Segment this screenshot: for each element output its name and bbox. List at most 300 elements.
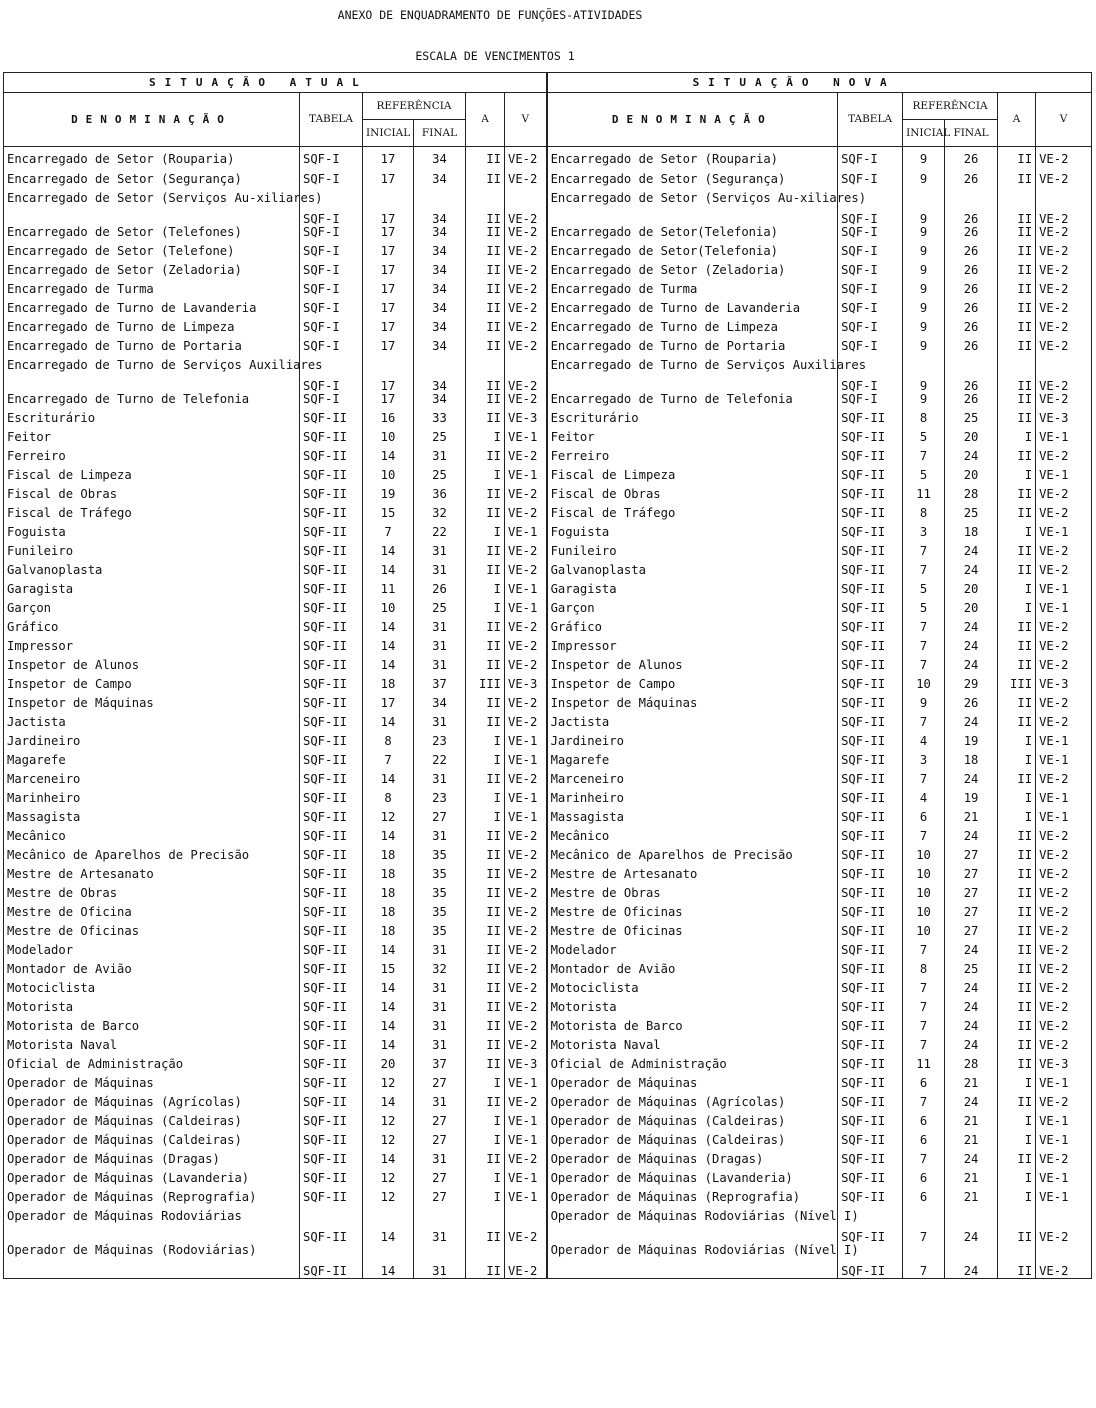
new-denominacao-cell: Operador de Máquinas Rodoviárias (Nível I)	[547, 1244, 838, 1279]
table-row	[4, 450, 1092, 469]
new-v-cell: VE-2	[1036, 868, 1092, 887]
new-final-cell: 29	[945, 678, 998, 697]
new-tabela-cell: SQF-II	[838, 887, 903, 906]
current-final-cell: 34	[414, 359, 466, 393]
table-row	[4, 906, 1092, 925]
new-final-cell: 20	[945, 602, 998, 621]
table-row	[4, 264, 1092, 283]
current-a-cell: I	[466, 1077, 505, 1096]
table-row	[4, 678, 1092, 697]
table-row	[4, 1096, 1092, 1115]
new-a-cell: I	[998, 1115, 1036, 1134]
new-final-cell: 26	[945, 192, 998, 226]
new-final-cell: 21	[945, 1172, 998, 1191]
current-tabela-cell: SQF-II	[300, 716, 363, 735]
new-denominacao-cell: Operador de Máquinas (Reprografia)	[547, 1191, 838, 1210]
current-a-cell: II	[466, 773, 505, 792]
new-denominacao-cell: Magarefe	[547, 754, 838, 773]
current-tabela-cell: SQF-II	[300, 1244, 363, 1279]
new-v-cell: VE-1	[1036, 754, 1092, 773]
new-v-cell: VE-2	[1036, 507, 1092, 526]
new-final-cell: 20	[945, 469, 998, 488]
current-final-cell: 31	[414, 716, 466, 735]
new-a-cell: II	[998, 340, 1036, 359]
new-a-cell: I	[998, 1191, 1036, 1210]
new-v-cell: VE-1	[1036, 1191, 1092, 1210]
new-v-cell: VE-2	[1036, 944, 1092, 963]
current-v-cell: VE-1	[505, 1115, 547, 1134]
new-a-cell: II	[998, 697, 1036, 716]
current-denominacao-cell: Encarregado de Turma	[4, 283, 300, 302]
table-row	[4, 1172, 1092, 1191]
current-tabela-cell: SQF-I	[300, 340, 363, 359]
current-tabela-cell: SQF-II	[300, 811, 363, 830]
table-row	[4, 302, 1092, 321]
current-denominacao-cell: Operador de Máquinas (Caldeiras)	[4, 1134, 300, 1153]
new-a-cell: II	[998, 147, 1036, 174]
current-inicial-cell: 18	[363, 849, 414, 868]
table-row	[4, 621, 1092, 640]
table-row	[4, 545, 1092, 564]
current-denominacao-cell: Fiscal de Limpeza	[4, 469, 300, 488]
table-row	[4, 1134, 1092, 1153]
current-v-cell: VE-2	[505, 773, 547, 792]
new-a-cell: I	[998, 526, 1036, 545]
new-tabela-cell: SQF-I	[838, 283, 903, 302]
new-final-cell: 24	[945, 716, 998, 735]
current-final-cell: 31	[414, 640, 466, 659]
table-row	[4, 1210, 1092, 1244]
current-inicial-cell: 7	[363, 526, 414, 545]
new-denominacao-cell: Encarregado de Turno de Serviços Auxiliares	[547, 359, 838, 393]
current-denominacao-cell: Operador de Máquinas	[4, 1077, 300, 1096]
current-final-cell: 27	[414, 1172, 466, 1191]
table-row	[4, 811, 1092, 830]
current-v-cell: VE-3	[505, 1058, 547, 1077]
new-final-cell: 24	[945, 1210, 998, 1244]
table-row	[4, 963, 1092, 982]
new-v-header: V	[1036, 93, 1092, 147]
table-row	[4, 1153, 1092, 1172]
current-a-cell: II	[466, 640, 505, 659]
table-row	[4, 359, 1092, 393]
new-tabela-cell: SQF-II	[838, 640, 903, 659]
current-inicial-cell: 17	[363, 359, 414, 393]
current-denominacao-cell: Ferreiro	[4, 450, 300, 469]
current-v-cell: VE-1	[505, 792, 547, 811]
current-final-cell: 27	[414, 1191, 466, 1210]
current-final-cell: 31	[414, 1039, 466, 1058]
current-denominacao-cell: Escriturário	[4, 412, 300, 431]
new-denominacao-cell: Operador de Máquinas	[547, 1077, 838, 1096]
new-v-cell: VE-1	[1036, 1134, 1092, 1153]
new-final-cell: 21	[945, 1134, 998, 1153]
new-denominacao-cell: Gráfico	[547, 621, 838, 640]
current-v-cell: VE-2	[505, 545, 547, 564]
new-a-cell: I	[998, 811, 1036, 830]
new-a-cell: II	[998, 264, 1036, 283]
table-row	[4, 735, 1092, 754]
current-inicial-cell: 14	[363, 1001, 414, 1020]
current-v-cell: VE-1	[505, 735, 547, 754]
new-a-cell: II	[998, 302, 1036, 321]
new-inicial-cell: 9	[903, 359, 945, 393]
current-tabela-cell: SQF-I	[300, 302, 363, 321]
current-final-cell: 34	[414, 302, 466, 321]
current-tabela-cell: SQF-II	[300, 735, 363, 754]
new-tabela-cell: SQF-II	[838, 1134, 903, 1153]
current-final-cell: 34	[414, 147, 466, 174]
current-denominacao-cell: Funileiro	[4, 545, 300, 564]
current-final-cell: 27	[414, 1115, 466, 1134]
new-inicial-cell: 7	[903, 830, 945, 849]
current-v-cell: VE-2	[505, 321, 547, 340]
current-a-cell: I	[466, 792, 505, 811]
current-a-cell: II	[466, 488, 505, 507]
new-v-cell: VE-2	[1036, 264, 1092, 283]
new-v-cell: VE-3	[1036, 412, 1092, 431]
new-v-cell: VE-2	[1036, 697, 1092, 716]
new-v-cell: VE-2	[1036, 302, 1092, 321]
new-tabela-cell: SQF-II	[838, 602, 903, 621]
new-inicial-cell: 7	[903, 982, 945, 1001]
new-final-cell: 24	[945, 982, 998, 1001]
current-final-cell: 37	[414, 678, 466, 697]
new-final-cell: 26	[945, 147, 998, 174]
current-v-cell: VE-2	[505, 173, 547, 192]
current-a-cell: II	[466, 963, 505, 982]
current-inicial-cell: 17	[363, 245, 414, 264]
current-final-cell: 35	[414, 887, 466, 906]
current-denominacao-cell: Marceneiro	[4, 773, 300, 792]
current-tabela-cell: SQF-II	[300, 431, 363, 450]
current-inicial-cell: 17	[363, 226, 414, 245]
new-v-cell: VE-2	[1036, 1096, 1092, 1115]
current-v-cell: VE-2	[505, 359, 547, 393]
new-tabela-cell: SQF-II	[838, 982, 903, 1001]
new-v-cell: VE-2	[1036, 906, 1092, 925]
new-tabela-cell: SQF-II	[838, 849, 903, 868]
new-a-cell: II	[998, 1001, 1036, 1020]
current-a-cell: II	[466, 147, 505, 174]
current-v-cell: VE-1	[505, 811, 547, 830]
current-a-cell: II	[466, 1096, 505, 1115]
current-tabela-cell: SQF-II	[300, 621, 363, 640]
new-a-cell: II	[998, 640, 1036, 659]
new-a-cell: I	[998, 1134, 1036, 1153]
new-inicial-cell: 4	[903, 735, 945, 754]
current-a-header: A	[466, 93, 505, 147]
current-a-cell: I	[466, 431, 505, 450]
new-tabela-cell: SQF-II	[838, 469, 903, 488]
new-denominacao-cell: Mestre de Oficinas	[547, 925, 838, 944]
current-tabela-cell: SQF-II	[300, 1020, 363, 1039]
current-a-cell: II	[466, 659, 505, 678]
current-denominacao-cell: Operador de Máquinas (Caldeiras)	[4, 1115, 300, 1134]
current-final-cell: 34	[414, 697, 466, 716]
current-inicial-cell: 19	[363, 488, 414, 507]
current-inicial-cell: 14	[363, 944, 414, 963]
new-v-cell: VE-2	[1036, 1153, 1092, 1172]
new-tabela-cell: SQF-II	[838, 583, 903, 602]
current-a-cell: II	[466, 1244, 505, 1279]
new-v-cell: VE-1	[1036, 1077, 1092, 1096]
current-denominacao-cell: Mestre de Obras	[4, 887, 300, 906]
current-final-cell: 26	[414, 583, 466, 602]
new-denominacao-cell: Modelador	[547, 944, 838, 963]
table-row	[4, 1058, 1092, 1077]
new-denominacao-cell: Operador de Máquinas (Lavanderia)	[547, 1172, 838, 1191]
current-v-cell: VE-2	[505, 1153, 547, 1172]
new-final-cell: 24	[945, 640, 998, 659]
new-final-cell: 28	[945, 488, 998, 507]
new-denominacao-cell: Encarregado de Turno de Limpeza	[547, 321, 838, 340]
new-inicial-cell: 8	[903, 507, 945, 526]
current-tabela-cell: SQF-II	[300, 925, 363, 944]
new-inicial-cell: 5	[903, 469, 945, 488]
current-denominacao-cell: Mestre de Artesanato	[4, 868, 300, 887]
new-denominacao-cell: Feitor	[547, 431, 838, 450]
new-v-cell: VE-2	[1036, 887, 1092, 906]
new-final-cell: 26	[945, 264, 998, 283]
new-denominacao-cell: Encarregado de Setor (Segurança)	[547, 173, 838, 192]
current-final-cell: 31	[414, 1020, 466, 1039]
current-a-cell: III	[466, 678, 505, 697]
new-denominacao-cell: Operador de Máquinas (Dragas)	[547, 1153, 838, 1172]
current-denominacao-cell: Encarregado de Setor (Telefones)	[4, 226, 300, 245]
new-denominacao-cell: Encarregado de Setor (Zeladoria)	[547, 264, 838, 283]
current-denominacao-cell: Mestre de Oficinas	[4, 925, 300, 944]
new-tabela-cell: SQF-I	[838, 264, 903, 283]
current-final-cell: 34	[414, 340, 466, 359]
new-v-cell: VE-2	[1036, 393, 1092, 412]
table-row	[4, 659, 1092, 678]
new-tabela-cell: SQF-I	[838, 192, 903, 226]
new-denominacao-cell: Galvanoplasta	[547, 564, 838, 583]
new-final-cell: 24	[945, 1020, 998, 1039]
new-denominacao-cell: Operador de Máquinas (Caldeiras)	[547, 1134, 838, 1153]
table-row	[4, 507, 1092, 526]
current-denominacao-cell: Oficial de Administração	[4, 1058, 300, 1077]
current-denominacao-cell: Encarregado de Turno de Telefonia	[4, 393, 300, 412]
new-a-cell: I	[998, 1077, 1036, 1096]
current-a-cell: II	[466, 716, 505, 735]
current-inicial-cell: 17	[363, 264, 414, 283]
current-v-cell: VE-2	[505, 147, 547, 174]
new-a-cell: III	[998, 678, 1036, 697]
new-denominacao-cell: Fiscal de Limpeza	[547, 469, 838, 488]
new-final-cell: 24	[945, 1096, 998, 1115]
current-denominacao-cell: Encarregado de Turno de Limpeza	[4, 321, 300, 340]
current-v-cell: VE-2	[505, 830, 547, 849]
current-inicial-cell: 10	[363, 602, 414, 621]
new-tabela-cell: SQF-I	[838, 302, 903, 321]
current-denominacao-cell: Montador de Avião	[4, 963, 300, 982]
new-final-cell: 26	[945, 245, 998, 264]
new-tabela-cell: SQF-II	[838, 678, 903, 697]
current-a-cell: I	[466, 1134, 505, 1153]
new-a-cell: II	[998, 173, 1036, 192]
current-denominacao-cell: Jactista	[4, 716, 300, 735]
current-v-cell: VE-2	[505, 925, 547, 944]
current-denominacao-cell: Foguista	[4, 526, 300, 545]
new-final-cell: 25	[945, 963, 998, 982]
new-tabela-cell: SQF-II	[838, 1077, 903, 1096]
new-inicial-cell: 6	[903, 1172, 945, 1191]
new-v-cell: VE-1	[1036, 1115, 1092, 1134]
new-v-cell: VE-2	[1036, 226, 1092, 245]
table-row	[4, 1115, 1092, 1134]
new-inicial-cell: 9	[903, 697, 945, 716]
current-inicial-cell: 18	[363, 678, 414, 697]
new-v-cell: VE-2	[1036, 773, 1092, 792]
new-denominacao-cell: Garçon	[547, 602, 838, 621]
current-tabela-cell: SQF-II	[300, 963, 363, 982]
new-denominacao-cell: Motorista de Barco	[547, 1020, 838, 1039]
current-denominacao-cell: Garagista	[4, 583, 300, 602]
current-denominacao-cell: Modelador	[4, 944, 300, 963]
current-denominacao-cell: Motociclista	[4, 982, 300, 1001]
current-inicial-cell: 14	[363, 450, 414, 469]
new-a-cell: II	[998, 963, 1036, 982]
current-v-cell: VE-2	[505, 192, 547, 226]
current-inicial-cell: 18	[363, 887, 414, 906]
table-row	[4, 173, 1092, 192]
current-final-cell: 34	[414, 283, 466, 302]
new-v-cell: VE-2	[1036, 450, 1092, 469]
new-inicial-cell: 7	[903, 659, 945, 678]
current-referencia-header: REFERÊNCIA	[363, 93, 466, 120]
current-v-cell: VE-2	[505, 1001, 547, 1020]
current-v-cell: VE-3	[505, 678, 547, 697]
current-denominacao-cell: Motorista de Barco	[4, 1020, 300, 1039]
new-a-cell: II	[998, 245, 1036, 264]
new-tabela-cell: SQF-I	[838, 173, 903, 192]
current-inicial-cell: 17	[363, 697, 414, 716]
current-tabela-cell: SQF-II	[300, 507, 363, 526]
current-a-cell: II	[466, 1058, 505, 1077]
new-inicial-cell: 7	[903, 1153, 945, 1172]
new-a-cell: II	[998, 868, 1036, 887]
current-inicial-cell: 14	[363, 1153, 414, 1172]
new-denominacao-cell: Oficial de Administração	[547, 1058, 838, 1077]
current-a-cell: II	[466, 173, 505, 192]
new-tabela-cell: SQF-II	[838, 830, 903, 849]
current-inicial-cell: 14	[363, 830, 414, 849]
new-a-cell: I	[998, 792, 1036, 811]
current-tabela-cell: SQF-II	[300, 583, 363, 602]
new-tabela-cell: SQF-II	[838, 526, 903, 545]
table-row	[4, 868, 1092, 887]
new-tabela-cell: SQF-I	[838, 321, 903, 340]
new-tabela-cell: SQF-II	[838, 1210, 903, 1244]
new-a-cell: II	[998, 192, 1036, 226]
current-final-cell: 32	[414, 963, 466, 982]
current-a-cell: II	[466, 245, 505, 264]
current-inicial-cell: 14	[363, 716, 414, 735]
new-denominacao-cell: Mecânico de Aparelhos de Precisão	[547, 849, 838, 868]
current-v-cell: VE-2	[505, 340, 547, 359]
new-final-cell: 24	[945, 1244, 998, 1279]
new-a-cell: II	[998, 830, 1036, 849]
current-a-cell: I	[466, 469, 505, 488]
current-inicial-cell: 12	[363, 1172, 414, 1191]
current-tabela-cell: SQF-II	[300, 849, 363, 868]
current-tabela-cell: SQF-I	[300, 321, 363, 340]
new-denominacao-cell: Massagista	[547, 811, 838, 830]
new-tabela-cell: SQF-II	[838, 1096, 903, 1115]
current-inicial-cell: 16	[363, 412, 414, 431]
new-tabela-cell: SQF-II	[838, 906, 903, 925]
new-tabela-cell: SQF-II	[838, 1020, 903, 1039]
current-final-cell: 27	[414, 1077, 466, 1096]
current-a-cell: II	[466, 1020, 505, 1039]
current-a-cell: I	[466, 583, 505, 602]
current-denominacao-cell: Massagista	[4, 811, 300, 830]
new-v-cell: VE-2	[1036, 192, 1092, 226]
current-v-cell: VE-2	[505, 868, 547, 887]
new-a-cell: II	[998, 412, 1036, 431]
current-denominacao-cell: Fiscal de Obras	[4, 488, 300, 507]
current-v-cell: VE-1	[505, 431, 547, 450]
current-a-cell: I	[466, 1115, 505, 1134]
new-final-cell: 24	[945, 659, 998, 678]
current-v-cell: VE-2	[505, 944, 547, 963]
new-denominacao-cell: Inspetor de Máquinas	[547, 697, 838, 716]
current-v-cell: VE-2	[505, 1210, 547, 1244]
current-v-cell: VE-1	[505, 469, 547, 488]
current-inicial-cell: 18	[363, 906, 414, 925]
new-inicial-cell: 5	[903, 602, 945, 621]
current-inicial-cell: 18	[363, 868, 414, 887]
current-inicial-cell: 17	[363, 283, 414, 302]
new-tabela-header: TABELA	[838, 93, 903, 147]
new-inicial-cell: 7	[903, 564, 945, 583]
new-final-cell: 24	[945, 1001, 998, 1020]
new-a-cell: II	[998, 564, 1036, 583]
current-final-cell: 25	[414, 469, 466, 488]
current-a-cell: I	[466, 754, 505, 773]
new-situation-header: SITUAÇÃO NOVA	[547, 73, 1092, 93]
new-tabela-cell: SQF-II	[838, 963, 903, 982]
new-final-cell: 21	[945, 811, 998, 830]
current-inicial-cell: 14	[363, 1020, 414, 1039]
new-tabela-cell: SQF-II	[838, 792, 903, 811]
table-row	[4, 640, 1092, 659]
current-tabela-cell: SQF-II	[300, 887, 363, 906]
new-a-cell: II	[998, 545, 1036, 564]
current-inicial-cell: 17	[363, 192, 414, 226]
new-v-cell: VE-3	[1036, 678, 1092, 697]
new-v-cell: VE-1	[1036, 583, 1092, 602]
new-inicial-cell: 9	[903, 226, 945, 245]
new-a-cell: II	[998, 359, 1036, 393]
new-a-cell: II	[998, 621, 1036, 640]
current-denominacao-cell: Encarregado de Turno de Lavanderia	[4, 302, 300, 321]
current-v-cell: VE-2	[505, 507, 547, 526]
table-row	[4, 321, 1092, 340]
new-denominacao-cell: Foguista	[547, 526, 838, 545]
current-inicial-cell: 7	[363, 754, 414, 773]
new-final-cell: 27	[945, 849, 998, 868]
new-denominacao-cell: Jardineiro	[547, 735, 838, 754]
new-tabela-cell: SQF-II	[838, 621, 903, 640]
current-final-cell: 31	[414, 1153, 466, 1172]
new-a-cell: I	[998, 735, 1036, 754]
current-final-cell: 33	[414, 412, 466, 431]
current-final-cell: 34	[414, 245, 466, 264]
new-denominacao-cell: Motociclista	[547, 982, 838, 1001]
